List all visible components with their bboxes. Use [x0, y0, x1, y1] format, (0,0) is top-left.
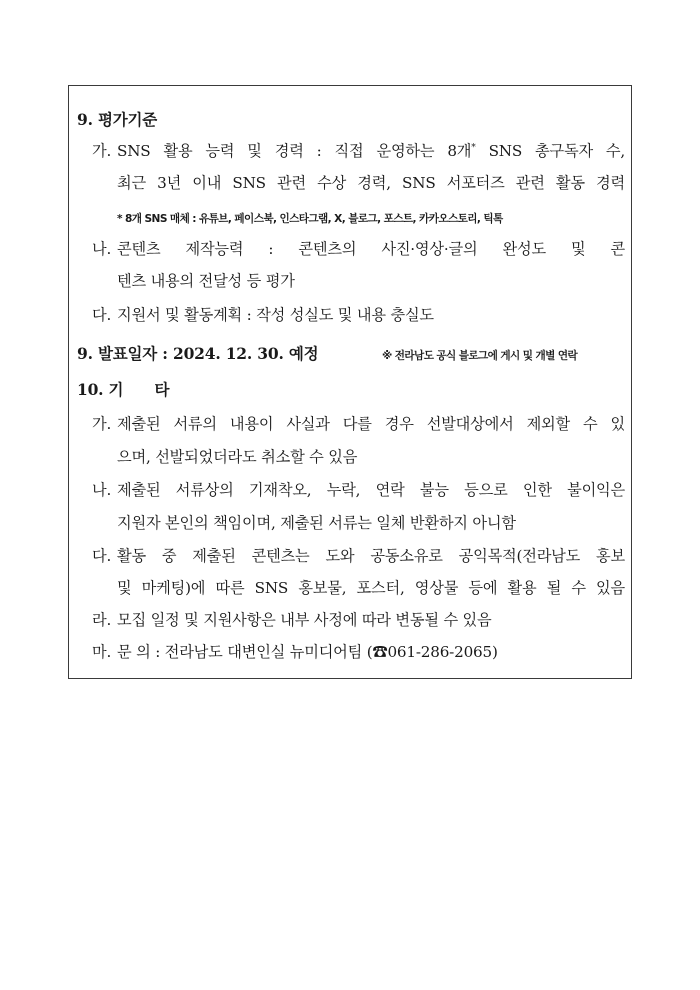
evaluation-item-na-line1: 콘텐츠 제작능력 : 콘텐츠의 사진·영상·글의 완성도 및 콘 — [117, 240, 625, 258]
etc-item-ma-contact: 문 의 : 전라남도 대변인실 뉴미디어팀 (☎061-286-2065) — [117, 643, 498, 661]
etc-item-label: 마. — [92, 643, 112, 661]
etc-heading: 10. 기 타 — [77, 380, 170, 399]
etc-item-da-line2: 및 마케팅)에 따른 SNS 홍보물, 포스터, 영상물 등에 활용 될 수 있음 — [117, 579, 625, 597]
etc-item-label: 나. — [92, 481, 112, 499]
evaluation-item-label: 가. — [92, 142, 112, 160]
etc-item-na-line1: 제출된 서류상의 기재착오, 누락, 연락 불능 등으로 인한 불이익은 — [117, 481, 625, 499]
etc-item-na-line2: 지원자 본인의 책임이며, 제출된 서류는 일체 반환하지 아니함 — [117, 514, 516, 532]
evaluation-item-ga-line1: SNS 활용 능력 및 경력 : 직접 운영하는 8개* SNS 총구독자 수, — [117, 142, 625, 160]
etc-item-ga-line2: 으며, 선발되었더라도 취소할 수 있음 — [117, 448, 358, 466]
evaluation-item-na-line2: 텐츠 내용의 전달성 등 평가 — [117, 272, 295, 290]
evaluation-item-da-line1: 지원서 및 활동계획 : 작성 성실도 및 내용 충실도 — [117, 306, 434, 324]
evaluation-heading: 9. 평가기준 — [77, 110, 158, 129]
announcement-note: ※ 전라남도 공식 블로그에 게시 및 개별 연락 — [382, 350, 578, 362]
etc-item-label: 가. — [92, 415, 112, 433]
etc-item-da-line1: 활동 중 제출된 콘텐츠는 도와 공동소유로 공익목적(전라남도 홍보 — [117, 547, 625, 565]
footnote-marker: * — [471, 143, 476, 153]
announcement-heading: 9. 발표일자 : 2024. 12. 30. 예정 — [77, 344, 319, 363]
evaluation-item-ga-line2: 최근 3년 이내 SNS 관련 수상 경력, SNS 서포터즈 관련 활동 경력 — [117, 174, 625, 192]
etc-item-label: 라. — [92, 611, 112, 629]
etc-item-ra-line1: 모집 일정 및 지원사항은 내부 사정에 따라 변동될 수 있음 — [117, 611, 492, 629]
etc-item-ga-line1: 제출된 서류의 내용이 사실과 다를 경우 선발대상에서 제외할 수 있 — [117, 415, 625, 433]
evaluation-item-label: 나. — [92, 240, 112, 258]
evaluation-item-label: 다. — [92, 306, 112, 324]
etc-item-label: 다. — [92, 547, 112, 565]
sns-media-footnote: * 8개 SNS 매체 : 유튜브, 페이스북, 인스타그램, X, 블로그, 포스트, 카카오스토리, 틱톡 — [117, 213, 503, 225]
